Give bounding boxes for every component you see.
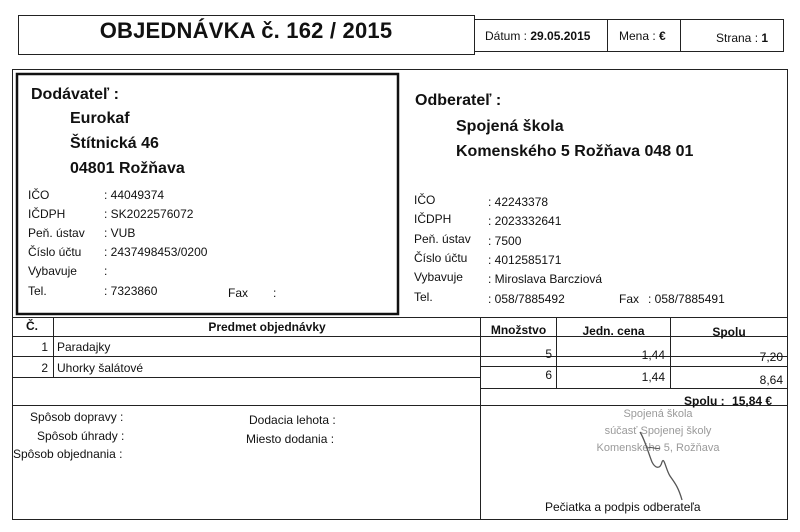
row2-item: Uhorky šalátové — [57, 361, 144, 375]
customer-heading: Odberateľ : — [415, 92, 502, 109]
supplier-icdph-label: IČDPH — [28, 207, 66, 221]
sum-label: Spolu : — [684, 394, 725, 408]
page-label: Strana : — [716, 31, 759, 45]
col-header-num: Č. — [26, 319, 38, 333]
row2-unit-price: 1,44 — [641, 370, 665, 384]
customer-fax-label: Fax — [619, 292, 640, 306]
date-field — [485, 29, 590, 43]
currency-label: Mena : — [619, 29, 656, 43]
supplier-street: Štítnická 46 — [70, 135, 159, 152]
supplier-phone-label: Tel. — [28, 284, 47, 298]
row2-total: 8,64 — [759, 373, 783, 387]
stamp-line-3: Komenského 5, Rožňava — [596, 442, 720, 454]
supplier-name: Eurokaf — [70, 110, 130, 127]
supplier-ico-label: IČO — [28, 188, 50, 202]
customer-account-label: Číslo účtu — [414, 251, 468, 265]
row1-num: 1 — [41, 340, 48, 354]
date-label: Dátum : — [485, 29, 528, 43]
page-field — [716, 31, 768, 45]
currency-field — [619, 29, 666, 43]
supplier-account-label: Číslo účtu — [28, 245, 82, 259]
customer-address: Komenského 5 Rožňava 048 01 — [456, 143, 694, 160]
customer-bank-value: : 7500 — [488, 234, 522, 248]
customer-fax-value: : 058/7885491 — [648, 292, 725, 306]
page-value: 1 — [761, 31, 769, 45]
payment-label: Spôsob úhrady : — [37, 429, 125, 443]
customer-bank-label: Peň. ústav — [414, 232, 471, 246]
document-title: OBJEDNÁVKA č. 162 / 2015 — [99, 18, 393, 43]
stamp-impression — [568, 406, 748, 457]
customer-phone-value: : 058/7885492 — [488, 292, 565, 306]
customer-icdph-label: IČDPH — [414, 212, 452, 226]
currency-value: € — [659, 29, 666, 43]
stamp-line-1: Spojená škola — [623, 408, 693, 420]
supplier-heading: Dodávateľ : — [31, 86, 119, 103]
col-header-unit-price: Jedn. cena — [582, 324, 645, 338]
delivery-term-label: Dodacia lehota : — [249, 413, 336, 427]
delivery-place-label: Miesto dodania : — [246, 432, 335, 446]
row2-num: 2 — [41, 361, 48, 375]
date-value: 29.05.2015 — [530, 29, 591, 43]
customer-phone-label: Tel. — [414, 290, 433, 304]
row2-qty: 6 — [545, 368, 552, 382]
col-header-total: Spolu — [712, 325, 746, 339]
stamp-line-2: súčasť Spojenej školy — [604, 425, 712, 437]
supplier-bank-label: Peň. ústav — [28, 226, 85, 240]
customer-address-block — [456, 114, 693, 164]
supplier-ico-value: : 44049374 — [104, 188, 165, 202]
supplier-fax-label: Fax — [228, 286, 249, 300]
sum-value: 15,84 € — [732, 394, 773, 408]
signature-label: Pečiatka a podpis odberateľa — [545, 500, 701, 514]
customer-handler-value: : Miroslava Barcziová — [488, 272, 603, 286]
supplier-address — [70, 106, 185, 181]
transport-label: Spôsob dopravy : — [30, 410, 124, 424]
row1-unit-price: 1,44 — [641, 348, 665, 362]
customer-name: Spojená škola — [456, 118, 564, 135]
row1-total: 7,20 — [759, 350, 783, 364]
customer-icdph-value: : 2023332641 — [488, 214, 562, 228]
supplier-handler-value: : — [104, 264, 108, 278]
supplier-handler-label: Vybavuje — [28, 264, 77, 278]
supplier-fax-value: : — [273, 286, 277, 300]
supplier-icdph-value: : SK2022576072 — [104, 207, 194, 221]
ordering-label: Spôsob objednania : — [13, 447, 123, 461]
col-header-item: Predmet objednávky — [208, 320, 326, 334]
customer-account-value: : 4012585171 — [488, 253, 562, 267]
supplier-phone-value: : 7323860 — [104, 284, 158, 298]
supplier-account-value: : 2437498453/0200 — [104, 245, 208, 259]
customer-ico-value: : 42243378 — [488, 195, 549, 209]
customer-ico-label: IČO — [414, 193, 436, 207]
supplier-city: 04801 Rožňava — [70, 160, 185, 177]
col-header-qty: Množstvo — [490, 323, 547, 337]
row1-qty: 5 — [545, 347, 552, 361]
row1-item: Paradajky — [57, 340, 111, 354]
supplier-bank-value: : VUB — [104, 226, 136, 240]
customer-handler-label: Vybavuje — [414, 270, 463, 284]
